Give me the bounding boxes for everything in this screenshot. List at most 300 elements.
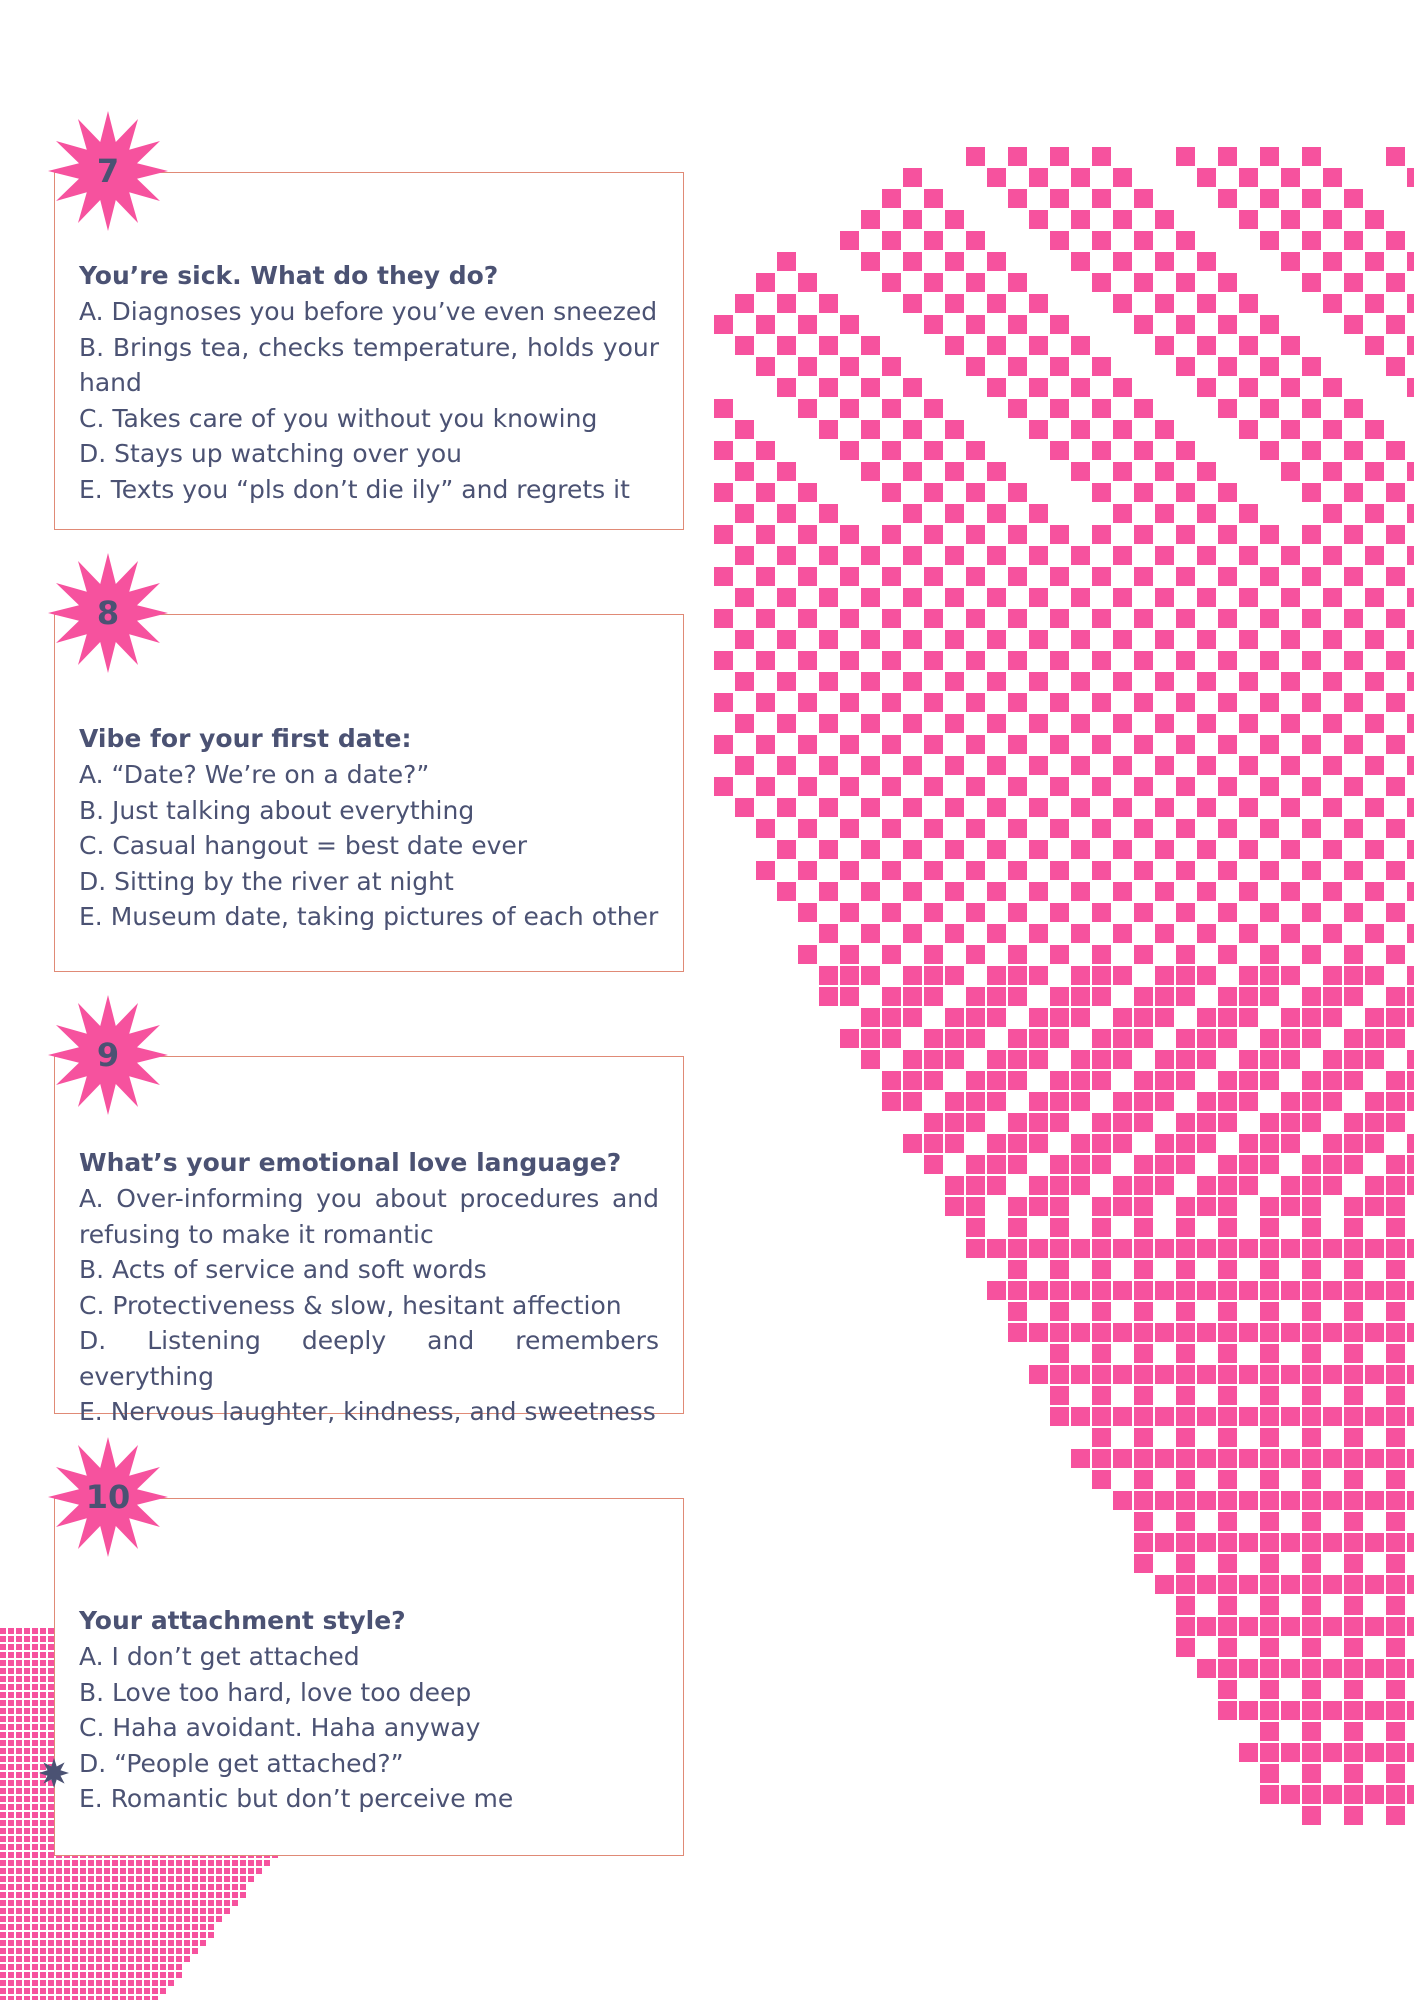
- pixel-square: [16, 1756, 22, 1762]
- pixel-square: [0, 1716, 6, 1722]
- pixel-square: [16, 1716, 22, 1722]
- pixel-square: [1029, 1092, 1048, 1111]
- pixel-square: [32, 1956, 38, 1962]
- pixel-square: [1218, 147, 1237, 166]
- pixel-square: [1029, 1239, 1048, 1258]
- pixel-square: [216, 1900, 222, 1906]
- pixel-square: [144, 1956, 150, 1962]
- pixel-square: [1008, 819, 1027, 838]
- pixel-square: [1260, 1512, 1279, 1531]
- pixel-square: [152, 1948, 158, 1954]
- answer-option[interactable]: B. Acts of service and soft words: [79, 1255, 487, 1284]
- pixel-square: [1365, 924, 1384, 943]
- pixel-square: [903, 462, 922, 481]
- pixel-square: [1281, 1491, 1300, 1510]
- pixel-square: [128, 1996, 134, 2000]
- pixel-square: [0, 1708, 6, 1714]
- pixel-square: [1197, 1113, 1216, 1132]
- pixel-square: [48, 1964, 54, 1970]
- answer-option[interactable]: D. Sitting by the river at night: [79, 866, 454, 896]
- pixel-square: [1281, 588, 1300, 607]
- pixel-square: [861, 840, 880, 859]
- pixel-square: [120, 1860, 126, 1866]
- pixel-square: [1113, 252, 1132, 271]
- pixel-square: [24, 1812, 30, 1818]
- pixel-square: [1260, 1281, 1279, 1300]
- pixel-square: [136, 1916, 142, 1922]
- pixel-square: [1386, 1407, 1405, 1426]
- pixel-square: [48, 1876, 54, 1882]
- pixel-square: [777, 336, 796, 355]
- pixel-square: [1218, 1491, 1237, 1510]
- pixel-square: [1092, 483, 1111, 502]
- pixel-square: [1197, 294, 1216, 313]
- pixel-square: [1260, 1134, 1279, 1153]
- pixel-square: [208, 1916, 214, 1922]
- pixel-square: [1302, 1449, 1321, 1468]
- pixel-square: [40, 1676, 46, 1682]
- pixel-square: [1176, 609, 1195, 628]
- pixel-square: [1155, 504, 1174, 523]
- question-card-9: [54, 1036, 684, 1426]
- pixel-square: [1260, 1638, 1279, 1657]
- pixel-square: [72, 1940, 78, 1946]
- pixel-square: [1302, 1302, 1321, 1321]
- pixel-square: [882, 273, 901, 292]
- pixel-square: [168, 1972, 174, 1978]
- pixel-square: [88, 1940, 94, 1946]
- pixel-square: [1176, 1638, 1195, 1657]
- pixel-square: [1050, 945, 1069, 964]
- pixel-square: [1386, 1554, 1405, 1573]
- pixel-square: [861, 210, 880, 229]
- pixel-square: [1029, 1281, 1048, 1300]
- pixel-square: [144, 1932, 150, 1938]
- pixel-square: [80, 1948, 86, 1954]
- answer-option[interactable]: A. Over-informing you about procedures and refusing to make it romantic: [79, 1184, 659, 1249]
- pixel-square: [1365, 294, 1384, 313]
- pixel-square: [1218, 1449, 1237, 1468]
- pixel-square: [0, 1636, 6, 1642]
- pixel-square: [1071, 210, 1090, 229]
- pixel-square: [1134, 399, 1153, 418]
- pixel-square: [192, 1884, 198, 1890]
- pixel-square: [1155, 714, 1174, 733]
- pixel-square: [1281, 1092, 1300, 1111]
- pixel-square: [192, 1916, 198, 1922]
- pixel-square: [112, 1964, 118, 1970]
- pixel-square: [1323, 546, 1342, 565]
- pixel-square: [819, 588, 838, 607]
- pixel-square: [1386, 1071, 1405, 1090]
- pixel-square: [96, 1988, 102, 1994]
- pixel-square: [756, 525, 775, 544]
- pixel-square: [924, 1029, 943, 1048]
- pixel-square: [1155, 672, 1174, 691]
- pixel-square: [798, 693, 817, 712]
- answer-option[interactable]: A. “Date? We’re on a date?”: [79, 760, 430, 789]
- pixel-square: [840, 567, 859, 586]
- answer-option[interactable]: B. Love too hard, love too deep: [79, 1677, 472, 1707]
- pixel-square: [1302, 147, 1321, 166]
- pixel-square: [1260, 1470, 1279, 1489]
- pixel-square: [1281, 840, 1300, 859]
- pixel-square: [192, 1868, 198, 1874]
- pixel-square: [184, 1900, 190, 1906]
- pixel-square: [112, 1988, 118, 1994]
- pixel-square: [72, 1980, 78, 1986]
- pixel-square: [1302, 567, 1321, 586]
- pixel-square: [1155, 1134, 1174, 1153]
- pixel-square: [1218, 1365, 1237, 1384]
- pixel-square: [1260, 399, 1279, 418]
- pixel-square: [1155, 924, 1174, 943]
- pixel-square: [40, 1652, 46, 1658]
- pixel-square: [1260, 693, 1279, 712]
- pixel-square: [88, 1892, 94, 1898]
- pixel-square: [777, 378, 796, 397]
- pixel-square: [1134, 1449, 1153, 1468]
- pixel-square: [1176, 1407, 1195, 1426]
- pixel-square: [1281, 1449, 1300, 1468]
- pixel-square: [798, 483, 817, 502]
- pixel-square: [8, 1996, 14, 2000]
- pixel-square: [1197, 336, 1216, 355]
- pixel-square: [1302, 1386, 1321, 1405]
- pixel-square: [1386, 735, 1405, 754]
- pixel-square: [40, 1964, 46, 1970]
- pixel-square: [1197, 882, 1216, 901]
- pixel-square: [120, 1868, 126, 1874]
- pixel-square: [1050, 1176, 1069, 1195]
- pixel-square: [1197, 756, 1216, 775]
- pixel-square: [48, 1916, 54, 1922]
- pixel-square: [1344, 1386, 1363, 1405]
- pixel-square: [1092, 819, 1111, 838]
- pixel-square: [945, 1050, 964, 1069]
- pixel-square: [1302, 1659, 1321, 1678]
- pixel-square: [1365, 630, 1384, 649]
- pixel-square: [1029, 1197, 1048, 1216]
- pixel-square: [8, 1852, 14, 1858]
- pixel-square: [966, 987, 985, 1006]
- pixel-square: [1197, 168, 1216, 187]
- pixel-square: [1176, 1596, 1195, 1615]
- pixel-square: [1218, 777, 1237, 796]
- pixel-square: [924, 609, 943, 628]
- pixel-square: [8, 1884, 14, 1890]
- pixel-square: [1386, 1764, 1405, 1783]
- pixel-square: [1407, 588, 1414, 607]
- pixel-square: [777, 798, 796, 817]
- pixel-square: [903, 378, 922, 397]
- pixel-square: [966, 945, 985, 964]
- pixel-square: [1260, 819, 1279, 838]
- pixel-square: [96, 1868, 102, 1874]
- pixel-square: [136, 1876, 142, 1882]
- pixel-square: [1176, 1365, 1195, 1384]
- pixel-square: [8, 1956, 14, 1962]
- pixel-square: [8, 1724, 14, 1730]
- pixel-square: [966, 525, 985, 544]
- pixel-square: [1302, 231, 1321, 250]
- pixel-square: [136, 1892, 142, 1898]
- pixel-square: [924, 693, 943, 712]
- pixel-square: [56, 1948, 62, 1954]
- pixel-square: [40, 1700, 46, 1706]
- pixel-square: [168, 1948, 174, 1954]
- pixel-square: [72, 1988, 78, 1994]
- pixel-square: [64, 1940, 70, 1946]
- pixel-square: [1365, 756, 1384, 775]
- pixel-square: [1029, 840, 1048, 859]
- pixel-square: [1134, 1239, 1153, 1258]
- pixel-square: [735, 420, 754, 439]
- pixel-square: [112, 1924, 118, 1930]
- answer-option[interactable]: A. Diagnoses you before you’ve even sneezed: [79, 297, 658, 326]
- pixel-square: [1176, 1575, 1195, 1594]
- pixel-square: [903, 420, 922, 439]
- pixel-square: [104, 1956, 110, 1962]
- pixel-square: [1386, 1092, 1405, 1111]
- pixel-square: [32, 1988, 38, 1994]
- pixel-square: [987, 672, 1006, 691]
- pixel-square: [24, 1836, 30, 1842]
- answer-option[interactable]: E. Museum date, taking pictures of each other: [79, 902, 659, 931]
- pixel-square: [184, 1860, 190, 1866]
- pixel-square: [1407, 1575, 1414, 1594]
- answer-option[interactable]: B. Just talking about everything: [79, 795, 475, 825]
- pixel-square: [72, 1916, 78, 1922]
- pixel-square: [32, 1668, 38, 1674]
- pixel-square: [16, 1748, 22, 1754]
- pixel-square: [8, 1972, 14, 1978]
- pixel-square: [56, 1916, 62, 1922]
- pixel-square: [64, 1876, 70, 1882]
- pixel-square: [168, 1892, 174, 1898]
- answer-option[interactable]: C. Haha avoidant. Haha anyway: [79, 1713, 481, 1742]
- pixel-square: [200, 1908, 206, 1914]
- pixel-square: [1008, 1281, 1027, 1300]
- pixel-square: [1260, 147, 1279, 166]
- pixel-square: [88, 1916, 94, 1922]
- pixel-square: [88, 1948, 94, 1954]
- pixel-square: [1218, 1176, 1237, 1195]
- pixel-square: [987, 1239, 1006, 1258]
- pixel-square: [798, 609, 817, 628]
- pixel-square: [1071, 1239, 1090, 1258]
- pixel-square: [136, 1924, 142, 1930]
- pixel-square: [1218, 1029, 1237, 1048]
- pixel-square: [16, 1700, 22, 1706]
- answer-option[interactable]: E. Romantic but don’t perceive me: [79, 1784, 514, 1813]
- pixel-square: [240, 1876, 246, 1882]
- pixel-square: [8, 1652, 14, 1658]
- pixel-square: [1218, 357, 1237, 376]
- pixel-square: [1302, 1008, 1321, 1027]
- pixel-square: [112, 1868, 118, 1874]
- pixel-square: [714, 609, 733, 628]
- pixel-square: [184, 1868, 190, 1874]
- pixel-square: [924, 819, 943, 838]
- pixel-square: [1050, 903, 1069, 922]
- pixel-square: [8, 1828, 14, 1834]
- answer-option[interactable]: C. Takes care of you without you knowing: [79, 403, 598, 433]
- pixel-square: [756, 357, 775, 376]
- pixel-square: [1281, 630, 1300, 649]
- pixel-square: [1008, 1239, 1027, 1258]
- pixel-square: [777, 294, 796, 313]
- pixel-square: [1134, 483, 1153, 502]
- pixel-square: [1134, 1470, 1153, 1489]
- pixel-square: [1323, 1281, 1342, 1300]
- pixel-square: [200, 1932, 206, 1938]
- pixel-square: [1302, 1260, 1321, 1279]
- pixel-square: [64, 1924, 70, 1930]
- pixel-square: [1365, 1659, 1384, 1678]
- pixel-square: [0, 1852, 6, 1858]
- pixel-square: [1407, 882, 1414, 901]
- pixel-square: [216, 1868, 222, 1874]
- pixel-square: [1344, 1659, 1363, 1678]
- pixel-square: [1218, 189, 1237, 208]
- pixel-square: [1092, 189, 1111, 208]
- pixel-square: [1386, 1155, 1405, 1174]
- pixel-square: [1197, 504, 1216, 523]
- pixel-square: [1197, 924, 1216, 943]
- pixel-square: [112, 1972, 118, 1978]
- pixel-square: [24, 1908, 30, 1914]
- pixel-square: [1197, 1239, 1216, 1258]
- pixel-square: [1302, 441, 1321, 460]
- pixel-square: [1386, 987, 1405, 1006]
- pixel-square: [1092, 1428, 1111, 1447]
- pixel-square: [1281, 1050, 1300, 1069]
- answer-option[interactable]: E. Nervous laughter, kindness, and sweetness: [79, 1397, 656, 1426]
- pixel-square: [48, 1868, 54, 1874]
- pixel-square: [1344, 1554, 1363, 1573]
- pixel-square: [1260, 987, 1279, 1006]
- pixel-square: [1008, 1218, 1027, 1237]
- pixel-square: [1218, 1092, 1237, 1111]
- pixel-square: [160, 1972, 166, 1978]
- pixel-square: [1239, 672, 1258, 691]
- pixel-square: [104, 1876, 110, 1882]
- pixel-square: [80, 1964, 86, 1970]
- pixel-square: [1302, 525, 1321, 544]
- pixel-square: [1239, 504, 1258, 523]
- pixel-square: [0, 1772, 6, 1778]
- pixel-square: [1281, 672, 1300, 691]
- pixel-square: [152, 1908, 158, 1914]
- pixel-square: [1176, 777, 1195, 796]
- pixel-square: [987, 966, 1006, 985]
- pixel-square: [64, 1948, 70, 1954]
- pixel-square: [924, 966, 943, 985]
- pixel-square: [24, 1764, 30, 1770]
- pixel-square: [1134, 1218, 1153, 1237]
- pixel-square: [1365, 1743, 1384, 1762]
- pixel-square: [96, 1956, 102, 1962]
- pixel-square: [1155, 1092, 1174, 1111]
- answer-option[interactable]: B. Brings tea, checks temperature, holds your hand: [79, 332, 659, 397]
- answer-option[interactable]: A. I don’t get attached: [79, 1642, 360, 1671]
- pixel-square: [8, 1676, 14, 1682]
- answer-option[interactable]: C. Protectiveness & slow, hesitant affection: [79, 1290, 622, 1320]
- pixel-square: [840, 945, 859, 964]
- pixel-square: [1197, 1281, 1216, 1300]
- pixel-square: [1302, 861, 1321, 880]
- pixel-square: [1218, 1533, 1237, 1552]
- pixel-square: [128, 1964, 134, 1970]
- pixel-square: [1029, 882, 1048, 901]
- pixel-square: [945, 756, 964, 775]
- pixel-square: [168, 1956, 174, 1962]
- pixel-square: [1050, 1302, 1069, 1321]
- pixel-square: [112, 1892, 118, 1898]
- pixel-square: [1050, 1365, 1069, 1384]
- pixel-square: [1008, 273, 1027, 292]
- pixel-square: [168, 1876, 174, 1882]
- pixel-square: [882, 231, 901, 250]
- pixel-square: [1092, 1323, 1111, 1342]
- pixel-square: [1218, 819, 1237, 838]
- pixel-square: [924, 441, 943, 460]
- pixel-square: [104, 1940, 110, 1946]
- pixel-square: [1050, 1008, 1069, 1027]
- pixel-square: [903, 714, 922, 733]
- pixel-square: [160, 1988, 166, 1994]
- pixel-square: [80, 1924, 86, 1930]
- pixel-square: [40, 1724, 46, 1730]
- answer-option[interactable]: D. Stays up watching over you: [79, 439, 462, 468]
- pixel-square: [1134, 567, 1153, 586]
- pixel-square: [128, 1876, 134, 1882]
- pixel-square: [840, 735, 859, 754]
- pixel-square: [8, 1836, 14, 1842]
- answer-option[interactable]: E. Texts you “pls don’t die ily” and regrets it: [79, 474, 630, 504]
- pixel-square: [248, 1876, 254, 1882]
- pixel-square: [232, 1884, 238, 1890]
- pixel-square: [1134, 1323, 1153, 1342]
- pixel-square: [714, 483, 733, 502]
- pixel-square: [1197, 546, 1216, 565]
- pixel-square: [16, 1964, 22, 1970]
- pixel-square: [1302, 1491, 1321, 1510]
- pixel-square: [16, 1900, 22, 1906]
- answer-option[interactable]: C. Casual hangout = best date ever: [79, 831, 528, 860]
- pixel-square: [1386, 1029, 1405, 1048]
- pixel-square: [840, 777, 859, 796]
- pixel-square: [1344, 1155, 1363, 1174]
- pixel-square: [24, 1684, 30, 1690]
- pixel-square: [1050, 525, 1069, 544]
- answer-option[interactable]: D. Listening deeply and remembers everything: [79, 1326, 659, 1391]
- pixel-square: [8, 1708, 14, 1714]
- pixel-square: [1302, 1176, 1321, 1195]
- pixel-square: [32, 1636, 38, 1642]
- pixel-square: [1008, 189, 1027, 208]
- pixel-square: [1344, 1113, 1363, 1132]
- answer-option[interactable]: D. “People get attached?”: [79, 1748, 404, 1778]
- pixel-square: [840, 315, 859, 334]
- pixel-square: [48, 1988, 54, 1994]
- pixel-square: [1176, 966, 1195, 985]
- pixel-square: [861, 630, 880, 649]
- pixel-square: [1218, 1701, 1237, 1720]
- pixel-square: [192, 1940, 198, 1946]
- pixel-square: [0, 1940, 6, 1946]
